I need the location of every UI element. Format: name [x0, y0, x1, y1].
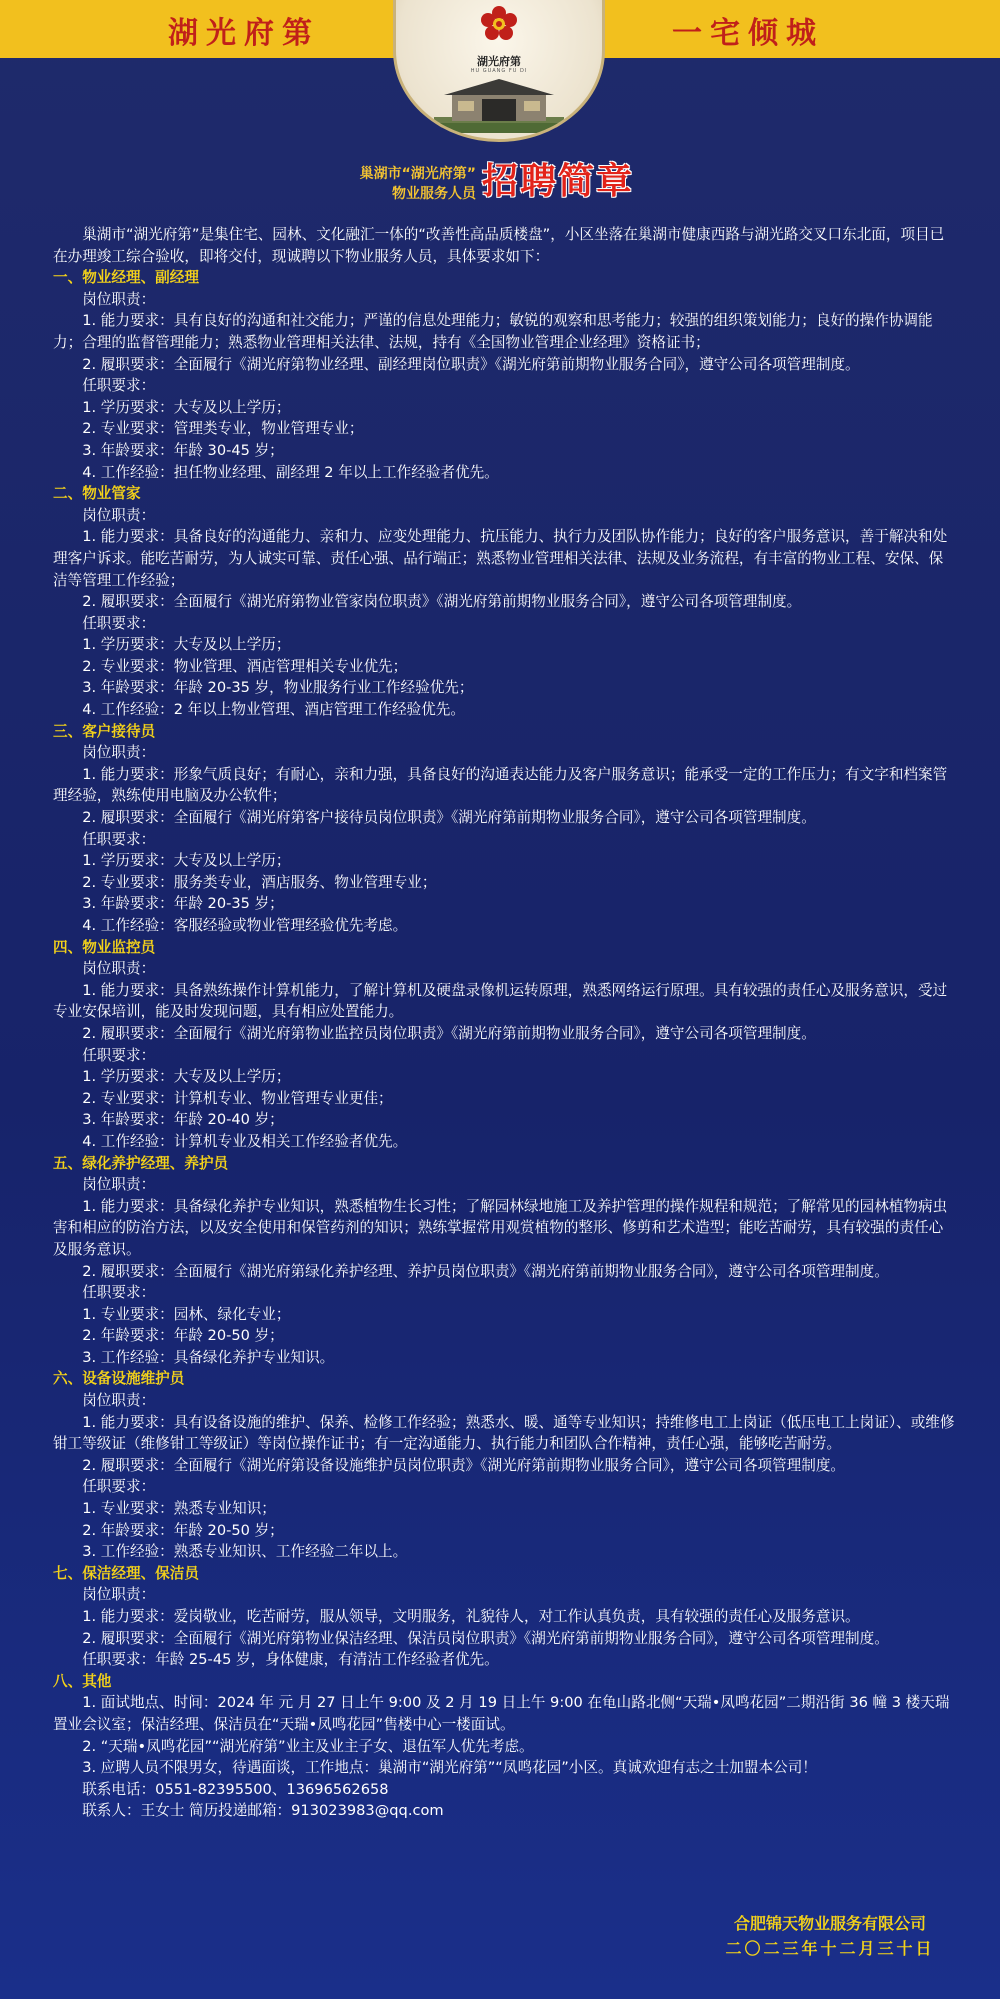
title-subheading — [346, 164, 476, 204]
requirement-item: 4. 工作经验：客服经验或物业管理经验优先考虑。 — [82, 917, 408, 934]
requirement-item: 1. 学历要求：大专及以上学历； — [82, 1068, 291, 1086]
requirement-label: 任职要求： — [82, 377, 156, 395]
section-heading: 八、其他 — [53, 1672, 112, 1690]
requirement-label: 任职要求： — [82, 1478, 156, 1496]
duty-label: 岗位职责： — [82, 506, 156, 524]
other-item: 1. 面试地点、时间：2024 年 元 月 27 日上午 9:00 及 2 月 19 日上午 9:00 在龟山路北侧“天瑞•凤鸣花园”二期沿街 36 幢 3 楼天瑞置业会议室；保洁经理、保洁员在“天瑞•凤鸣花园”售楼中心一楼面试。 — [53, 1694, 950, 1733]
section-heading: 一、物业经理、副经理 — [53, 269, 199, 287]
requirement-item: 4. 工作经验：2 年以上物业管理、酒店管理工作经验优先。 — [82, 701, 465, 719]
requirement-label: 任职要求： — [82, 614, 156, 632]
duty-label: 岗位职责： — [82, 1392, 156, 1410]
building-illustration-icon — [434, 75, 564, 133]
requirement-item: 3. 工作经验：具备绿化养护专业知识。 — [82, 1348, 335, 1366]
company-name: 合肥锦天物业服务有限公司 — [733, 1914, 926, 1933]
requirement-label: 任职要求： — [82, 830, 156, 848]
requirement-item: 1. 专业要求：熟悉专业知识； — [82, 1500, 276, 1518]
requirement-item: 1. 学历要求：大专及以上学历； — [82, 636, 291, 654]
requirement-item: 4. 工作经验：担任物业经理、副经理 2 年以上工作经验者优先。 — [82, 463, 499, 481]
requirement-item: 1. 学历要求：大专及以上学历； — [82, 398, 291, 416]
requirement-item: 4. 工作经验：计算机专业及相关工作经验者优先。 — [82, 1132, 408, 1150]
left-slogan: 湖光府第 — [168, 16, 320, 51]
requirement-item: 1. 专业要求：园林、绿化专业； — [82, 1305, 291, 1323]
section-heading: 三、客户接待员 — [53, 722, 156, 740]
duty-item: 1. 能力要求：具备良好的沟通能力、亲和力、应变处理能力、抗压能力、执行力及团队协作能力；良好的客户服务意识，善于解决和处理客户诉求。能吃苦耐劳，为人诚实可靠、责任心强、品行端正；熟悉物业管理相关法律、法规及业务流程，有丰富的物业工程、安保、保洁等管理工作经验； — [53, 528, 948, 589]
other-item: 2. “天瑞•凤鸣花园”“湖光府第”业主及业主子女、退伍军人优先考虑。 — [82, 1737, 534, 1755]
requirement-item: 2. 年龄要求：年龄 20-50 岁； — [82, 1521, 284, 1539]
requirement-label: 任职要求： — [82, 1284, 156, 1302]
duty-item: 1. 能力要求：形象气质良好；有耐心，亲和力强，具备良好的沟通表达能力及客户服务意识；能承受一定的工作压力；有文字和档案管理经验，熟练使用电脑及办公软件； — [53, 765, 948, 805]
duty-item: 2. 履职要求：全面履行《湖光府第物业管家岗位职责》《湖光府第前期物业服务合同》，遵守公司各项管理制度。 — [82, 593, 802, 611]
other-item: 3. 应聘人员不限男女，待遇面谈，工作地点：巢湖市“湖光府第”“凤鸣花园”小区。真诚欢迎有志之士加盟本公司！ — [82, 1759, 817, 1777]
requirement-item: 3. 年龄要求：年龄 20-40 岁； — [82, 1111, 284, 1129]
duty-item: 2. 履职要求：全面履行《湖光府第绿化养护经理、养护员岗位职责》《湖光府第前期物业服务合同》，遵守公司各项管理制度。 — [82, 1262, 889, 1280]
section-heading: 六、设备设施维护员 — [53, 1370, 185, 1388]
logo-name: 湖光府第 — [477, 55, 521, 68]
section-heading: 四、物业监控员 — [53, 938, 156, 956]
requirement-label: 任职要求： — [82, 1046, 156, 1064]
logo-subtitle: HU GUANG FU DI — [470, 68, 528, 74]
duty-label: 岗位职责： — [82, 1176, 156, 1194]
duty-item: 2. 履职要求：全面履行《湖光府第物业保洁经理、保洁员岗位职责》《湖光府第前期物业服务合同》，遵守公司各项管理制度。 — [82, 1629, 889, 1647]
logo-medallion — [393, 0, 605, 142]
section-heading: 五、绿化养护经理、养护员 — [53, 1154, 229, 1172]
duty-item: 2. 履职要求：全面履行《湖光府第物业监控员岗位职责》《湖光府第前期物业服务合同》，遵守公司各项管理制度。 — [82, 1024, 816, 1042]
duty-item: 1. 能力要求：具备熟练操作计算机能力，了解计算机及硬盘录像机运转原理，熟悉网络运行原理。具有较强的责任心及服务意识，受过专业安保培训，能及时发现问题，具有相应处置能力。 — [53, 981, 948, 1021]
issue-date: 二〇二三年十二月三十日 — [725, 1939, 935, 1958]
requirement-item: 2. 专业要求：管理类专业，物业管理专业； — [82, 420, 364, 438]
requirement-item: 3. 年龄要求：年龄 20-35 岁； — [82, 895, 284, 913]
page-title: 招聘简章 — [482, 161, 635, 202]
flower-logo-icon — [479, 5, 519, 45]
title-block — [0, 160, 1000, 210]
duty-label: 岗位职责： — [82, 960, 156, 978]
duty-item: 2. 履职要求：全面履行《湖光府第客户接待员岗位职责》《湖光府第前期物业服务合同》，遵守公司各项管理制度。 — [82, 809, 816, 827]
requirement-label: 任职要求：年龄 25-45 岁，身体健康，有清洁工作经验者优先。 — [82, 1651, 499, 1669]
requirement-item: 2. 专业要求：服务类专业，酒店服务、物业管理专业； — [82, 873, 437, 891]
duty-item: 1. 能力要求：具有良好的沟通和社交能力；严谨的信息处理能力；敏锐的观察和思考能力；较强的组织策划能力；良好的操作协调能力；合理的监督管理能力；熟悉物业管理相关法律、法规，持有《全国物业管理企业经理》资格证书； — [53, 312, 933, 351]
document-body — [53, 224, 956, 1822]
requirement-item: 2. 专业要求：物业管理、酒店管理相关专业优先； — [82, 657, 408, 675]
duty-label: 岗位职责： — [82, 290, 156, 308]
requirement-item: 2. 年龄要求：年龄 20-50 岁； — [82, 1327, 284, 1345]
duty-item: 1. 能力要求：爱岗敬业，吃苦耐劳，服从领导，文明服务，礼貌待人，对工作认真负责，具有较强的责任心及服务意识。 — [82, 1608, 860, 1625]
duty-item: 2. 履职要求：全面履行《湖光府第设备设施维护员岗位职责》《湖光府第前期物业服务合同》，遵守公司各项管理制度。 — [82, 1456, 846, 1474]
contact-phone: 联系电话：0551-82395500、13696562658 — [82, 1780, 389, 1798]
title-small-line1: 巢湖市“湖光府第” — [359, 166, 476, 182]
right-slogan: 一宅倾城 — [672, 16, 824, 51]
duty-item: 1. 能力要求：具有设备设施的维护、保养、检修工作经验；熟悉水、暖、通等专业知识；持维修电工上岗证（低压电工上岗证）、或维修钳工等级证（维修钳工等级证）等岗位操作证书；有一定沟通能力、执行能力和团队合作精神，责任心强，能够吃苦耐劳。 — [53, 1413, 955, 1453]
requirement-item: 3. 年龄要求：年龄 20-35 岁，物业服务行业工作经验优先； — [82, 679, 474, 697]
requirement-item: 1. 学历要求：大专及以上学历； — [82, 852, 291, 870]
section-heading: 二、物业管家 — [53, 485, 141, 503]
title-small-line2: 物业服务人员 — [392, 186, 476, 202]
requirement-item: 3. 工作经验：熟悉专业知识、工作经验二年以上。 — [82, 1543, 408, 1561]
duty-item: 1. 能力要求：具备绿化养护专业知识，熟悉植物生长习性；了解园林绿地施工及养护管理的操作规程和规范；了解常见的园林植物病虫害和相应的防治方法，以及安全使用和保管药剂的知识；熟练掌握常用观赏植物的整形、修剪和艺术造型；能吃苦耐劳，具有较强的责任心及服务意识。 — [53, 1197, 948, 1258]
contact-person: 联系人：王女士 简历投递邮箱：913023983@qq.com — [82, 1802, 444, 1820]
intro-paragraph: 巢湖市“湖光府第”是集住宅、园林、文化融汇一体的“改善性高品质楼盘”，小区坐落在巢湖市健康西路与湖光路交叉口东北面，项目已在办理竣工综合验收，即将交付，现诚聘以下物业服务人员，具体要求如下： — [53, 226, 945, 265]
section-heading: 七、保洁经理、保洁员 — [53, 1564, 199, 1582]
duty-label: 岗位职责： — [82, 744, 156, 762]
requirement-item: 2. 专业要求：计算机专业、物业管理专业更佳； — [82, 1089, 393, 1107]
requirement-item: 3. 年龄要求：年龄 30-45 岁； — [82, 441, 284, 459]
duty-item: 2. 履职要求：全面履行《湖光府第物业经理、副经理岗位职责》《湖光府第前期物业服务合同》，遵守公司各项管理制度。 — [82, 355, 860, 373]
duty-label: 岗位职责： — [82, 1586, 156, 1604]
